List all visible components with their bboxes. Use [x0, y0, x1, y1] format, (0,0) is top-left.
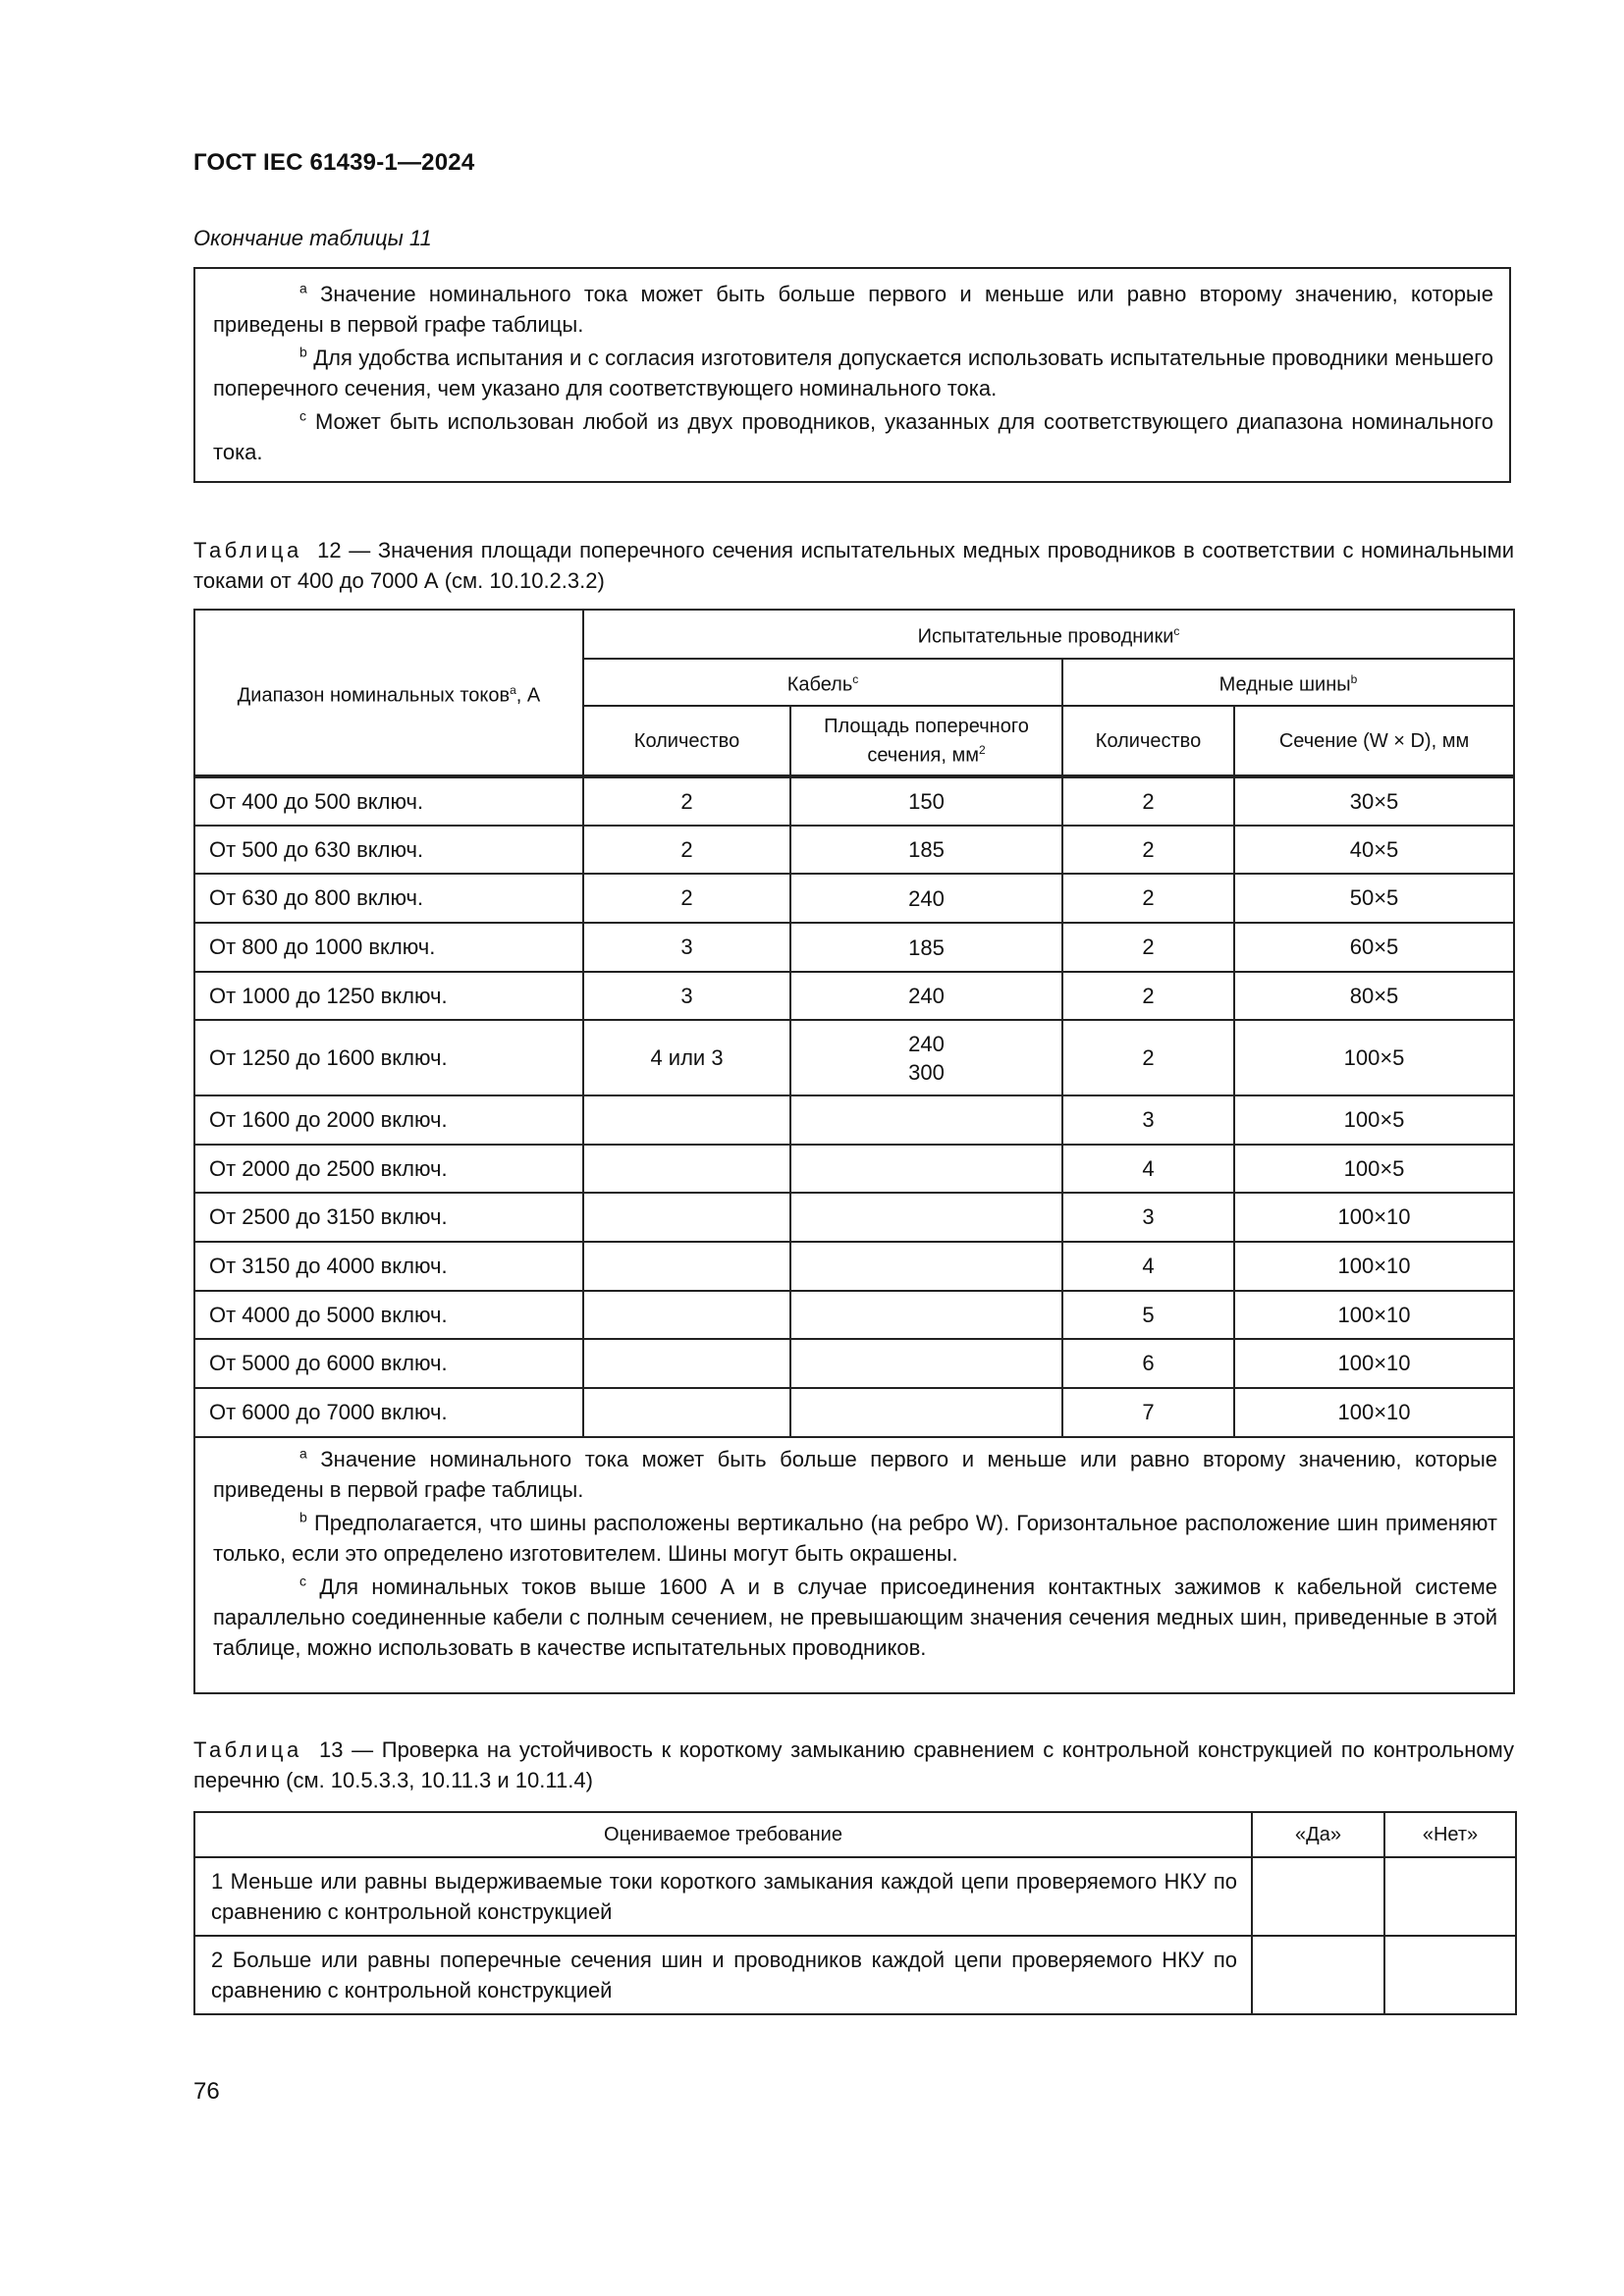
- no-cell[interactable]: [1384, 1936, 1516, 2014]
- yes-cell[interactable]: [1252, 1857, 1384, 1936]
- current-range-cell: От 5000 до 6000 включ.: [194, 1339, 583, 1388]
- bus-qty-cell: 2: [1062, 972, 1234, 1020]
- bus-qty-cell: 3: [1062, 1193, 1234, 1242]
- bus-section-cell: 100×5: [1234, 1020, 1514, 1095]
- bus-section-cell: 80×5: [1234, 972, 1514, 1020]
- cable-area-cell: [790, 1291, 1062, 1339]
- cable-qty-cell: [583, 1242, 790, 1291]
- table13-header-no: «Нет»: [1384, 1812, 1516, 1857]
- cable-area-cell: [790, 826, 1062, 874]
- cable-qty-cell: [583, 1339, 790, 1388]
- cable-qty-cell: [583, 1291, 790, 1339]
- current-range-cell: От 3150 до 4000 включ.: [194, 1242, 583, 1291]
- table-row: [194, 1020, 1514, 1095]
- table12-header-busbars: Медные шины$^b$: [1062, 659, 1514, 706]
- table12: [193, 609, 1515, 1694]
- requirement-text: 2 Больше или равны поперечные сечения шин и проводников каждой цепи проверяемого НКУ по сравнению с контрольной конструкцией: [194, 1936, 1252, 2014]
- bus-qty-cell: 2: [1062, 1020, 1234, 1095]
- table11-note-a: $^a$ Значение номинального тока может быть больше первого и меньше или равно второму значению, которые приведены в первой графе таблицы.: [213, 280, 1493, 337]
- no-cell[interactable]: [1384, 1857, 1516, 1936]
- cable-qty-cell: 4 или 3: [583, 1020, 790, 1095]
- cable-qty-cell: 2: [583, 874, 790, 923]
- bus-qty-cell: 4: [1062, 1242, 1234, 1291]
- bus-section-cell: 100×10: [1234, 1242, 1514, 1291]
- cable-area-cell: [790, 874, 1062, 923]
- bus-qty-cell: 4: [1062, 1145, 1234, 1193]
- table-row: [194, 1193, 1514, 1242]
- table11-notes: [193, 267, 1511, 483]
- table-row: [194, 1242, 1514, 1291]
- page-number: 76: [193, 2078, 220, 2105]
- cable-qty-cell: [583, 1095, 790, 1145]
- table13: [193, 1811, 1517, 2015]
- table-row: [194, 972, 1514, 1020]
- table-row: [194, 1291, 1514, 1339]
- current-range-cell: От 630 до 800 включ.: [194, 874, 583, 923]
- table12-note-a: $^a$ Значение номинального тока может быть больше первого и меньше или равно второму значению, которые приведены в первой графе таблицы.: [213, 1445, 1498, 1502]
- table11-note-c: $^c$ Может быть использован любой из двух проводников, указанных для соответствующего диапазона номинального тока.: [213, 407, 1493, 464]
- table12-header-cable: Кабель$^c$: [583, 659, 1062, 706]
- bus-qty-cell: 2: [1062, 923, 1234, 972]
- cable-area-cell: [790, 1388, 1062, 1437]
- current-range-cell: От 2000 до 2500 включ.: [194, 1145, 583, 1193]
- table12-caption: Таблица 12 — Значения площади поперечного сечения испытательных медных проводников в соответствии с номинальными токами от 400 до 7000 А (см. 10.10.2.3.2): [193, 538, 1514, 593]
- cable-area-value: 185: [908, 934, 945, 960]
- bus-qty-cell: 2: [1062, 776, 1234, 826]
- cable-qty-cell: [583, 1145, 790, 1193]
- cable-area-cell: [790, 776, 1062, 826]
- cable-area-value: 240: [908, 1031, 945, 1056]
- bus-section-cell: 40×5: [1234, 826, 1514, 874]
- cable-area-cell: [790, 923, 1062, 972]
- table-row: [194, 923, 1514, 972]
- bus-qty-cell: 2: [1062, 874, 1234, 923]
- current-range-cell: От 1250 до 1600 включ.: [194, 1020, 583, 1095]
- bus-qty-cell: 6: [1062, 1339, 1234, 1388]
- table-row: [194, 776, 1514, 826]
- table-row: [194, 1388, 1514, 1437]
- current-range-cell: От 800 до 1000 включ.: [194, 923, 583, 972]
- cable-area-cell: [790, 1095, 1062, 1145]
- cable-area-cell: [790, 972, 1062, 1020]
- table13-header-requirement: Оцениваемое требование: [194, 1812, 1252, 1857]
- table12-header-cable-qty: Количество: [583, 706, 790, 776]
- table-row: [194, 1936, 1516, 2014]
- table-row: [194, 874, 1514, 923]
- table-row: [194, 1857, 1516, 1936]
- cable-qty-cell: [583, 1193, 790, 1242]
- current-range-cell: От 6000 до 7000 включ.: [194, 1388, 583, 1437]
- cable-area-cell: [790, 1145, 1062, 1193]
- cable-area-value: 150: [908, 789, 945, 814]
- bus-qty-cell: 3: [1062, 1095, 1234, 1145]
- table12-notes: [194, 1437, 1514, 1693]
- bus-section-cell: 100×10: [1234, 1339, 1514, 1388]
- table11-continuation-title: Окончание таблицы 11: [193, 226, 432, 250]
- current-range-cell: От 2500 до 3150 включ.: [194, 1193, 583, 1242]
- bus-section-cell: 100×10: [1234, 1193, 1514, 1242]
- current-range-cell: От 1600 до 2000 включ.: [194, 1095, 583, 1145]
- cable-area-value: 240: [908, 885, 945, 911]
- requirement-text: 1 Меньше или равны выдерживаемые токи короткого замыкания каждой цепи проверяемого НКУ по сравнению с контрольной конструкцией: [194, 1857, 1252, 1936]
- cable-qty-cell: 2: [583, 826, 790, 874]
- bus-section-cell: 100×5: [1234, 1095, 1514, 1145]
- bus-qty-cell: 2: [1062, 826, 1234, 874]
- current-range-cell: От 1000 до 1250 включ.: [194, 972, 583, 1020]
- bus-qty-cell: 7: [1062, 1388, 1234, 1437]
- cable-qty-cell: 2: [583, 776, 790, 826]
- cable-area-cell: [790, 1020, 1062, 1095]
- cable-area-value: 240: [908, 984, 945, 1008]
- bus-section-cell: 100×10: [1234, 1388, 1514, 1437]
- table12-note-b: $^b$ Предполагается, что шины расположены вертикально (на ребро W). Горизонтальное расположение шин применяют только, если это определено изготовителем. Шины могут быть окрашены.: [213, 1509, 1498, 1566]
- table12-header-bus-qty: Количество: [1062, 706, 1234, 776]
- table13-caption: Таблица 13 — Проверка на устойчивость к короткому замыканию сравнением с контрольной конструкцией по контрольному перечню (см. 10.5.3.3, 10.11.3 и 10.11.4): [193, 1737, 1514, 1792]
- cable-area-cell: [790, 1242, 1062, 1291]
- bus-section-cell: 50×5: [1234, 874, 1514, 923]
- table-row: [194, 1145, 1514, 1193]
- table-row: [194, 826, 1514, 874]
- table-row: [194, 1339, 1514, 1388]
- cable-qty-cell: 3: [583, 972, 790, 1020]
- table12-header-cable-area: Площадь поперечного сечения, $мм^2$: [790, 706, 1062, 776]
- cable-area-cell: [790, 1193, 1062, 1242]
- bus-section-cell: 30×5: [1234, 776, 1514, 826]
- bus-section-cell: 60×5: [1234, 923, 1514, 972]
- table13-header-yes: «Да»: [1252, 1812, 1384, 1857]
- cable-area-cell: [790, 1339, 1062, 1388]
- document-header: ГОСТ IEC 61439-1—2024: [193, 149, 475, 176]
- current-range-cell: От 400 до 500 включ.: [194, 776, 583, 826]
- bus-section-cell: 100×5: [1234, 1145, 1514, 1193]
- yes-cell[interactable]: [1252, 1936, 1384, 2014]
- cable-area-value: 185: [908, 837, 945, 862]
- table12-header-test-conductors: Испытательные проводники$^c$: [583, 610, 1514, 659]
- table12-note-c: $^c$ Для номинальных токов выше 1600 А и в случае присоединения контактных зажимов к кабельной системе параллельно соединенные кабели с полным сечением, не превышающим значения сечения медных шин, приведенные в этой таблице, можно использовать в качестве испытательных проводников.: [213, 1573, 1498, 1660]
- table11-note-b: $^b$ Для удобства испытания и с согласия изготовителя допускается использовать испытательные проводники меньшего поперечного сечения, чем указано для соответствующего номинального тока.: [213, 344, 1493, 400]
- bus-qty-cell: 5: [1062, 1291, 1234, 1339]
- table12-header-range: Диапазон номинальных токов$^a$, А: [194, 610, 583, 776]
- table12-header-bus-section: Сечение (W × D), мм: [1234, 706, 1514, 776]
- cable-qty-cell: 3: [583, 923, 790, 972]
- cable-qty-cell: [583, 1388, 790, 1437]
- current-range-cell: От 4000 до 5000 включ.: [194, 1291, 583, 1339]
- current-range-cell: От 500 до 630 включ.: [194, 826, 583, 874]
- bus-section-cell: 100×10: [1234, 1291, 1514, 1339]
- cable-area-value: 300: [908, 1059, 945, 1085]
- table-row: [194, 1095, 1514, 1145]
